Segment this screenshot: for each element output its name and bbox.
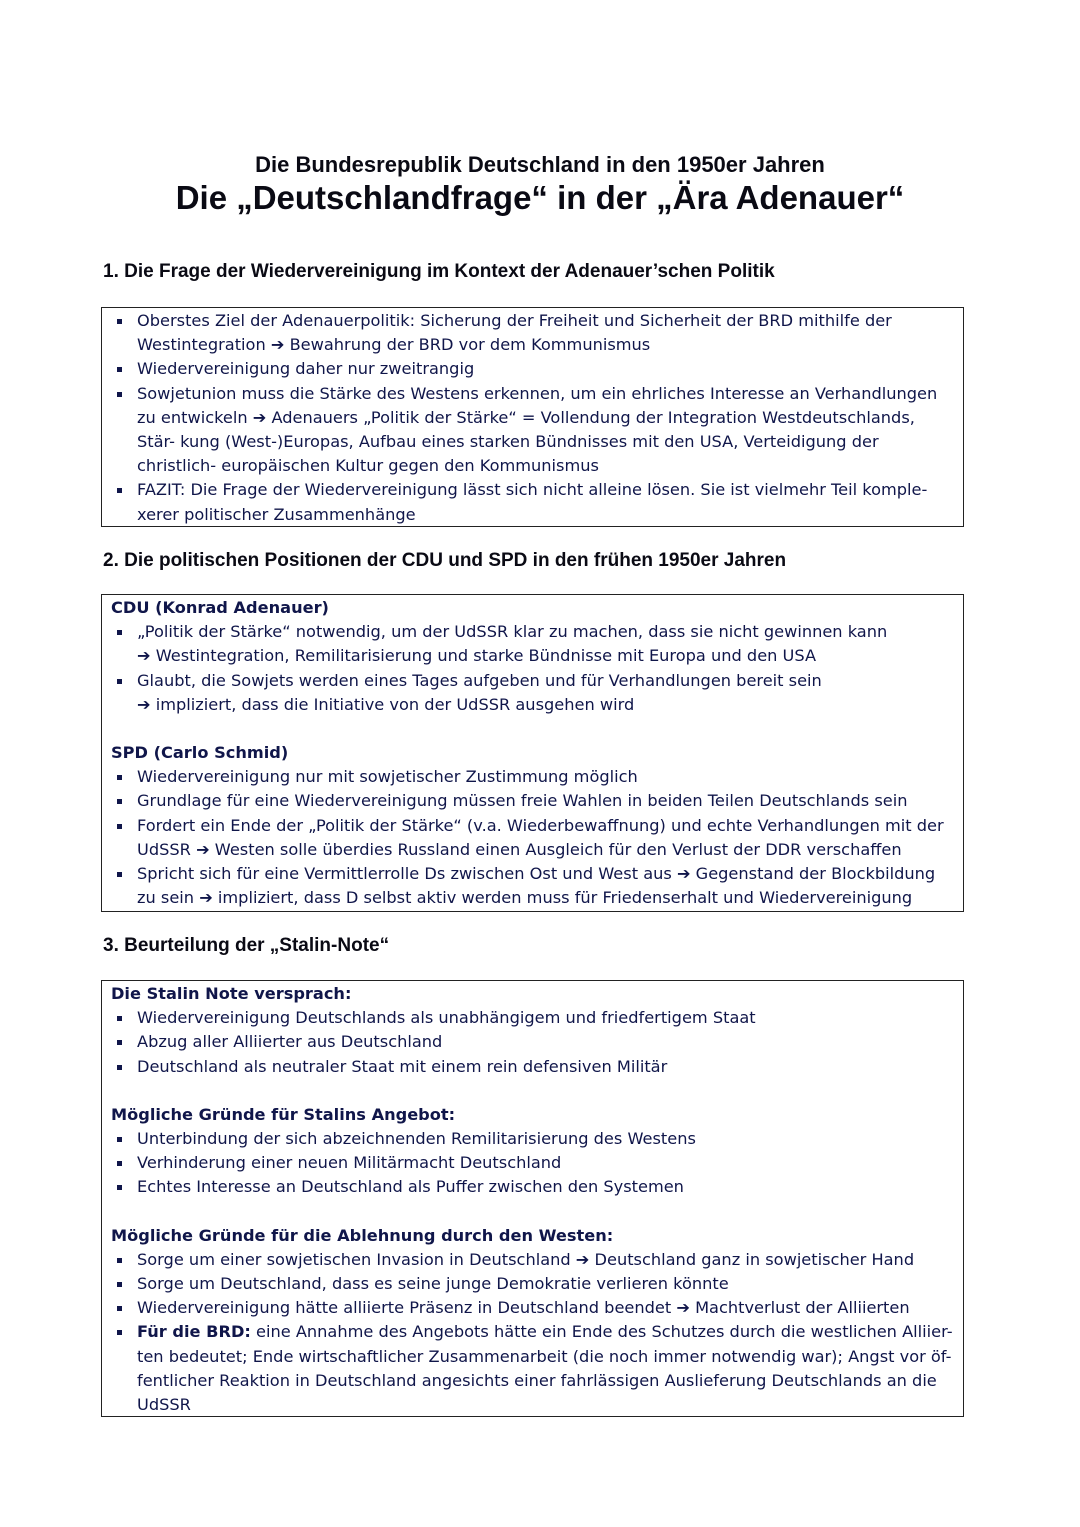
list-item: FAZIT: Die Frage der Wiedervereinigung lässt sich nicht alleine lösen. Sie ist vielmehr Teil komple- xerer politischer Zusammenhänge — [111, 478, 953, 526]
list-item: Wiedervereinigung nur mit sowjetischer Zustimmung möglich — [111, 765, 953, 789]
section-1-box — [101, 307, 964, 527]
rejection-list — [111, 1248, 953, 1417]
brd-label: Für die BRD: — [137, 1322, 251, 1342]
brd-text: eine Annahme des Angebots hätte ein Ende des Schutzes durch die westlichen Alliier- ten bedeutet; Ende wirtschaftlicher Zusammenarbeit (die noch immer notwendig war); Angst vor öf- fentlicher Reaktion in Deutschland angesichts einer fahrlässigen Auslieferung Deutschlands an die UdSSR — [137, 1322, 953, 1415]
spd-group-title: SPD (Carlo Schmid) — [111, 743, 289, 763]
list-item-text: Glaubt, die Sowjets werden eines Tages aufgeben und für Verhandlungen bereit sein — [137, 670, 822, 690]
document-title: Die „Deutschlandfrage“ in der „Ära Adenauer“ — [175, 179, 905, 216]
promise-group-title: Die Stalin Note versprach: — [111, 984, 352, 1003]
list-item: Sorge um Deutschland, dass es seine junge Demokratie verlieren könnte — [111, 1272, 953, 1296]
spd-list — [111, 765, 953, 910]
list-item — [111, 669, 953, 717]
list-item-text: „Politik der Stärke“ notwendig, um der UdSSR klar zu machen, dass sie nicht gewinnen kann — [137, 622, 888, 642]
list-item: Oberstes Ziel der Adenauerpolitik: Sicherung der Freiheit und Sicherheit der BRD mithilfe der Westintegration ➔ Bewahrung der BRD vor dem Kommunismus — [111, 309, 953, 357]
list-item: Wiedervereinigung hätte alliierte Präsenz in Deutschland beendet ➔ Machtverlust der Alliierten — [111, 1296, 953, 1320]
list-item: Verhinderung einer neuen Militärmacht Deutschland — [111, 1151, 953, 1175]
section-2-heading: 2. Die politischen Positionen der CDU und SPD in den frühen 1950er Jahren — [103, 550, 787, 571]
section-1-heading: 1. Die Frage der Wiedervereinigung im Kontext der Adenauer’schen Politik — [103, 261, 775, 282]
list-item: Deutschland als neutraler Staat mit einem rein defensiven Militär — [111, 1055, 953, 1079]
list-item: Wiedervereinigung Deutschlands als unabhängigem und friedfertigem Staat — [111, 1006, 953, 1030]
section-1-list — [111, 309, 953, 527]
list-item: Echtes Interesse an Deutschland als Puffer zwischen den Systemen — [111, 1175, 953, 1199]
list-item: Sorge um einer sowjetischen Invasion in Deutschland ➔ Deutschland ganz in sowjetischer Hand — [111, 1248, 953, 1272]
reasons-group-title: Mögliche Gründe für Stalins Angebot: — [111, 1104, 456, 1124]
section-2-box — [101, 594, 964, 912]
list-item: Spricht sich für eine Vermittlerrolle Ds zwischen Ost und West aus ➔ Gegenstand der Blockbildung zu sein ➔ impliziert, dass D selbst aktiv werden muss für Friedenserhalt und Wiedervereinigung — [111, 862, 953, 910]
spacer — [111, 1079, 953, 1103]
list-item: Wiedervereinigung daher nur zweitrangig — [111, 357, 953, 381]
reasons-list — [111, 1127, 953, 1200]
list-item-consequence: ➔ impliziert, dass die Initiative von der UdSSR ausgehen wird — [137, 694, 635, 714]
cdu-group-title: CDU (Konrad Adenauer) — [111, 598, 329, 617]
list-item — [111, 620, 953, 668]
spacer — [111, 1200, 953, 1224]
list-item-consequence: ➔ Westintegration, Remilitarisierung und starke Bündnisse mit Europa und den USA — [137, 646, 817, 666]
list-item — [111, 1320, 953, 1417]
list-item: Grundlage für eine Wiedervereinigung müssen freie Wahlen in beiden Teilen Deutschlands sein — [111, 789, 953, 813]
spacer — [111, 717, 953, 741]
section-3-heading: 3. Beurteilung der „Stalin-Note“ — [103, 935, 390, 956]
promise-list — [111, 1006, 953, 1079]
list-item: Unterbindung der sich abzeichnenden Remilitarisierung des Westens — [111, 1127, 953, 1151]
list-item: Abzug aller Alliierter aus Deutschland — [111, 1030, 953, 1054]
rejection-group-title: Mögliche Gründe für die Ablehnung durch den Westen: — [111, 1225, 614, 1245]
section-3-box — [101, 980, 964, 1417]
list-item: Sowjetunion muss die Stärke des Westens erkennen, um ein ehrliches Interesse an Verhandlungen zu entwickeln ➔ Adenauers „Politik der Stärke“ = Vollendung der Integration Westdeutschlands, Stär- kung (West-)Europas, Aufbau eines starken Bündnisses mit den USA, Verteidigung der christlich- europäischen Kultur gegen den Kommunismus — [111, 382, 953, 479]
cdu-list — [111, 620, 953, 717]
list-item: Fordert ein Ende der „Politik der Stärke“ (v.a. Wiederbewaffnung) und echte Verhandlungen mit der UdSSR ➔ Westen solle überdies Russland einen Ausgleich für den Verlust der DDR verschaffen — [111, 814, 953, 862]
document-supertitle: Die Bundesrepublik Deutschland in den 1950er Jahren — [255, 152, 825, 177]
